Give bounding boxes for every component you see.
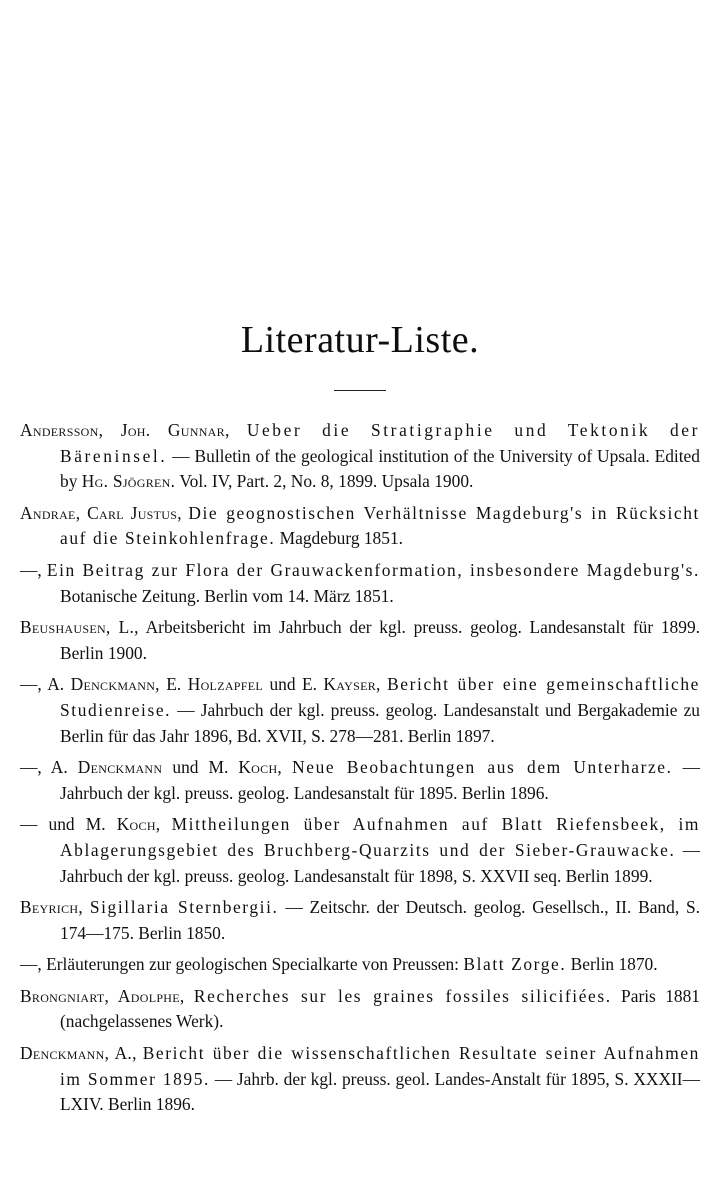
bibliography-entry: [20, 1041, 700, 1118]
entry-publication: — Jahrbuch der kgl. preuss. geolog. Landesanstalt für 1895. Berlin 1896.: [60, 757, 700, 803]
entry-author: Beushausen, L.,: [20, 617, 139, 638]
entry-publication: — Jahrbuch der kgl. preuss. geolog. Landesanstalt und Bergakademie zu Berlin für das Jahr 1896, Bd. XVII, S. 278—281. Berlin 1897.: [60, 699, 700, 746]
entry-title: Ein Beitrag zur Flora der Grauwackenformation, insbesondere Magdeburg's.: [46, 559, 700, 580]
entry-publication: — Zeitschr. der Deutsch. geolog. Gesellsch., II. Band, S. 174—175. Berlin 1850.: [60, 897, 700, 943]
entry-title: Bericht über eine gemeinschaftliche Studienreise.: [60, 674, 700, 720]
entry-title: Blatt Zorge.: [463, 954, 567, 975]
entry-author: Brongniart, Adolphe,: [20, 985, 185, 1006]
entry-coauthor: Koch,: [116, 814, 161, 835]
entry-title: Neue Beobachtungen aus dem Unterharze.: [292, 757, 673, 778]
entry-lead: —, A.: [20, 757, 68, 778]
entry-publication: Magdeburg 1851.: [279, 528, 403, 549]
entry-lead: —,: [20, 559, 42, 580]
entry-editor: Hg. Sjögren.: [81, 471, 176, 492]
entry-lead: — und M.: [20, 814, 106, 835]
entry-connector: und M.: [172, 757, 229, 778]
bibliography-entry: [20, 672, 700, 749]
entry-connector: E.: [166, 674, 182, 695]
bibliography-entry: [20, 501, 700, 552]
entry-author: Andersson, Joh. Gunnar,: [20, 420, 230, 440]
bibliography-entry: [20, 755, 700, 806]
entry-publication: Botanische Zeitung. Berlin vom 14. März 1851.: [60, 585, 394, 606]
bibliography-entry: [20, 418, 700, 495]
entry-title: Sigillaria Sternbergii.: [89, 897, 279, 918]
bibliography-entry: [20, 895, 700, 946]
bibliography-entry: [20, 615, 700, 666]
entry-coauthor: Holzapfel: [187, 674, 263, 695]
entry-author: Denckmann, A.,: [20, 1043, 137, 1064]
entry-title: Recherches sur les graines fossiles silicifiées.: [193, 985, 612, 1006]
entry-publication: — Jahrbuch der kgl. preuss. geolog. Landesanstalt für 1898, S. XXVII seq. Berlin 1899.: [60, 839, 700, 886]
entry-author: Andrae, Carl Justus,: [20, 502, 182, 523]
entry-publication: Erläuterungen zur geologischen Specialkarte von Preussen:: [46, 954, 460, 975]
entry-title: Mittheilungen über Aufnahmen auf Blatt Riefensbeek, im Ablagerungsgebiet des Bruchberg-Quarzits und der Sieber-Grauwacke.: [60, 814, 700, 860]
entry-coauthor: Kayser,: [323, 674, 381, 695]
bibliography-entry: [20, 812, 700, 889]
entry-lead: —,: [20, 954, 42, 975]
entry-publication-details: Vol. IV, Part. 2, No. 8, 1899. Upsala 1900.: [179, 471, 474, 492]
entry-publication-details: Berlin 1870.: [570, 954, 658, 975]
entry-lead: —, A.: [20, 674, 65, 695]
entry-publication: Paris 1881 (nachgelassenes Werk).: [60, 985, 700, 1032]
page-title: Literatur-Liste.: [240, 319, 480, 361]
bibliography-entry: [20, 952, 700, 978]
bibliography-list: [20, 418, 700, 1118]
entry-coauthor: Denckmann,: [70, 674, 160, 695]
title-divider: [334, 390, 386, 391]
entry-publication: Arbeitsbericht im Jahrbuch der kgl. preuss. geolog. Landesanstalt für 1899. Berlin 1900.: [60, 617, 700, 663]
entry-publication: — Bulletin of the geological institution of the University of Upsala. Edited by: [60, 445, 700, 492]
entry-author: Beyrich,: [20, 897, 84, 918]
entry-title: Bericht über die wissenschaftlichen Resultate seiner Aufnahmen im Sommer 1895.: [60, 1043, 700, 1089]
entry-publication: — Jahrb. der kgl. preuss. geol. Landes-Anstalt für 1895, S. XXXII—LXIV. Berlin 1896.: [60, 1068, 700, 1115]
entry-title: Die geognostischen Verhältnisse Magdeburg's in Rücksicht auf die Steinkohlenfrage.: [60, 502, 700, 549]
bibliography-entry: [20, 558, 700, 609]
entry-title: Ueber die Stratigraphie und Tektonik der Bäreninsel.: [60, 420, 700, 466]
bibliography-entry: [20, 984, 700, 1035]
entry-coauthor: Koch,: [238, 757, 283, 778]
entry-coauthor: Denckmann: [77, 757, 163, 778]
entry-connector: und E.: [269, 674, 317, 695]
